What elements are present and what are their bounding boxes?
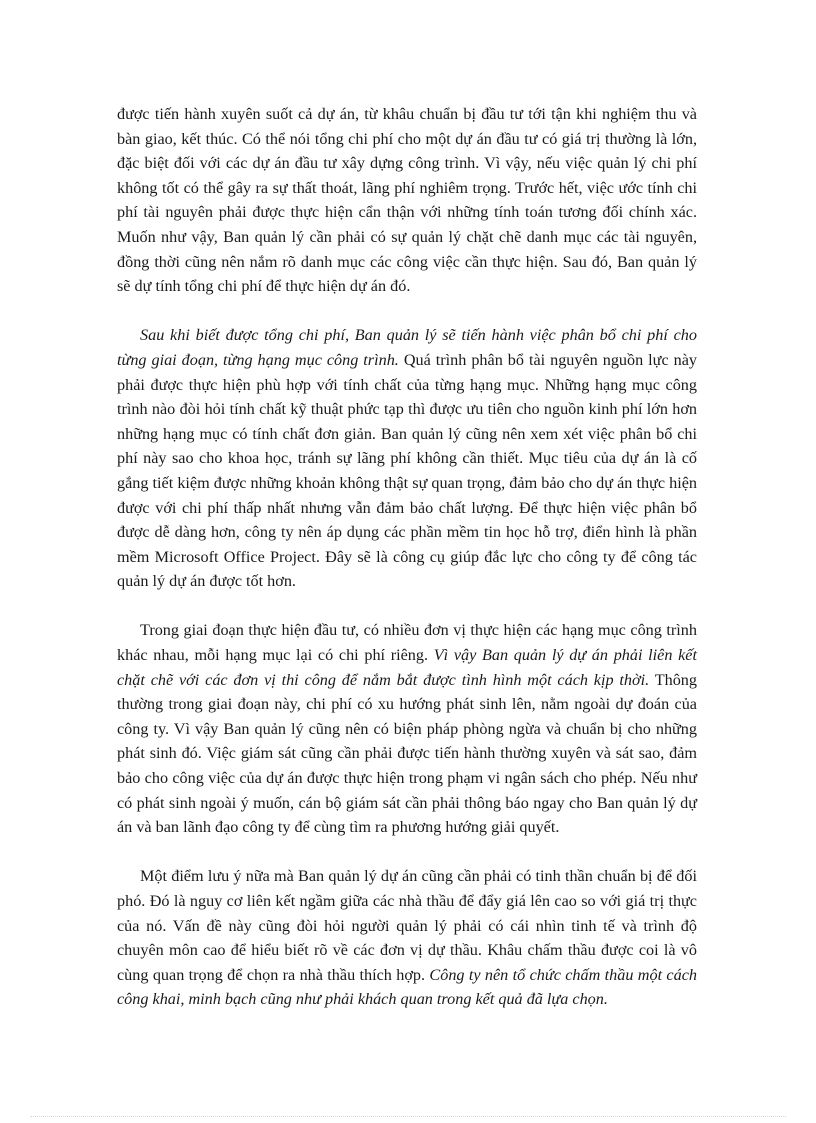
document-body	[117, 102, 697, 1012]
paragraph-3-emphasis: Vì vậy Ban quản lý dự án phải liên kết chặt chẽ với các đơn vị thi công để nắm bắt được tình hình một cách kịp thời.	[117, 646, 697, 689]
paragraph-4	[117, 864, 697, 1012]
paragraph-2-text: Quá trình phân bổ tài nguyên nguồn lực này phải được thực hiện phù hợp với tính chất của từng hạng mục. Những hạng mục công trình nào đòi hỏi tính chất kỹ thuật phức tạp thì được ưu tiên cho nguồn kinh phí lớn hơn những hạng mục có tính chất đơn giản. Ban quản lý cũng nên xem xét việc phân bổ chi phí này sao cho khoa học, tránh sự lãng phí không cần thiết. Mục tiêu của dự án là cố gắng tiết kiệm được những khoản không thật sự quan trọng, đảm bảo cho dự án thực hiện được với chi phí thấp nhất nhưng vẫn đảm bảo chất lượng. Để thực hiện việc phân bổ được dễ dàng hơn, công ty nên áp dụng các phần mềm tin học hỗ trợ, điển hình là phần mềm Microsoft Office Project. Đây sẽ là công cụ giúp đắc lực cho công ty để công tác quản lý dự án được tốt hơn.	[117, 350, 697, 591]
paragraph-3-text: Thông thường trong giai đoạn này, chi phí có xu hướng phát sinh lên, nằm ngoài dự đoán của công ty. Vì vậy Ban quản lý cũng nên có biện pháp phòng ngừa và chuẩn bị cho những phát sinh đó. Việc giám sát cũng cần phải được tiến hành thường xuyên và sát sao, đảm bảo cho công việc của dự án được thực hiện trong phạm vi ngân sách cho phép. Nếu như có phát sinh ngoài ý muốn, cán bộ giám sát cần phải thông báo ngay cho Ban quản lý dự án và ban lãnh đạo công ty để cùng tìm ra phương hướng giải quyết.	[117, 670, 697, 837]
paragraph-3-text-intro: Trong giai đoạn thực hiện đầu tư, có nhiều đơn vị thực hiện các hạng mục công trình khác nhau, mỗi hạng mục lại có chi phí riêng.	[117, 621, 697, 665]
paragraph-2-emphasis: Sau khi biết được tổng chi phí, Ban quản lý sẽ tiến hành việc phân bổ chi phí cho từng giai đoạn, từng hạng mục công trình.	[117, 326, 697, 369]
paragraph-4-text: Một điểm lưu ý nữa mà Ban quản lý dự án cũng cần phải có tinh thần chuẩn bị để đối phó. Đó là nguy cơ liên kết ngầm giữa các nhà thầu để đẩy giá lên cao so với giá trị thực của nó. Vấn đề này cũng đòi hỏi người quản lý phải có cái nhìn tinh tế và trình độ chuyên môn cao để hiểu biết rõ về các đơn vị dự thầu. Khâu chấm thầu được coi là vô cùng quan trọng để chọn ra nhà thầu thích hợp.	[117, 867, 697, 984]
paragraph-4-emphasis: Công ty nên tổ chức chấm thầu một cách công khai, minh bạch cũng như phải khách quan trong kết quả đã lựa chọn.	[117, 965, 697, 1009]
paragraph-1	[117, 102, 697, 299]
paragraph-1-text: được tiến hành xuyên suốt cả dự án, từ khâu chuẩn bị đầu tư tới tận khi nghiệm thu và bàn giao, kết thúc. Có thể nói tổng chi phí cho một dự án đầu tư có giá trị thường là lớn, đặc biệt đối với các dự án đầu tư xây dựng công trình. Vì vậy, nếu việc quản lý chi phí không tốt có thể gây ra sự thất thoát, lãng phí nghiêm trọng. Trước hết, việc ước tính chi phí tài nguyên phải được thực hiện cẩn thận với những tính toán tương đối chính xác. Muốn như vậy, Ban quản lý cần phải có sự quản lý chặt chẽ danh mục các tài nguyên, đồng thời cũng nên nắm rõ danh mục các công việc cần thực hiện. Sau đó, Ban quản lý sẽ dự tính tổng chi phí để thực hiện dự án đó.	[117, 105, 697, 296]
page-bottom-divider	[30, 1116, 786, 1117]
paragraph-2	[117, 323, 697, 594]
paragraph-3	[117, 618, 697, 839]
